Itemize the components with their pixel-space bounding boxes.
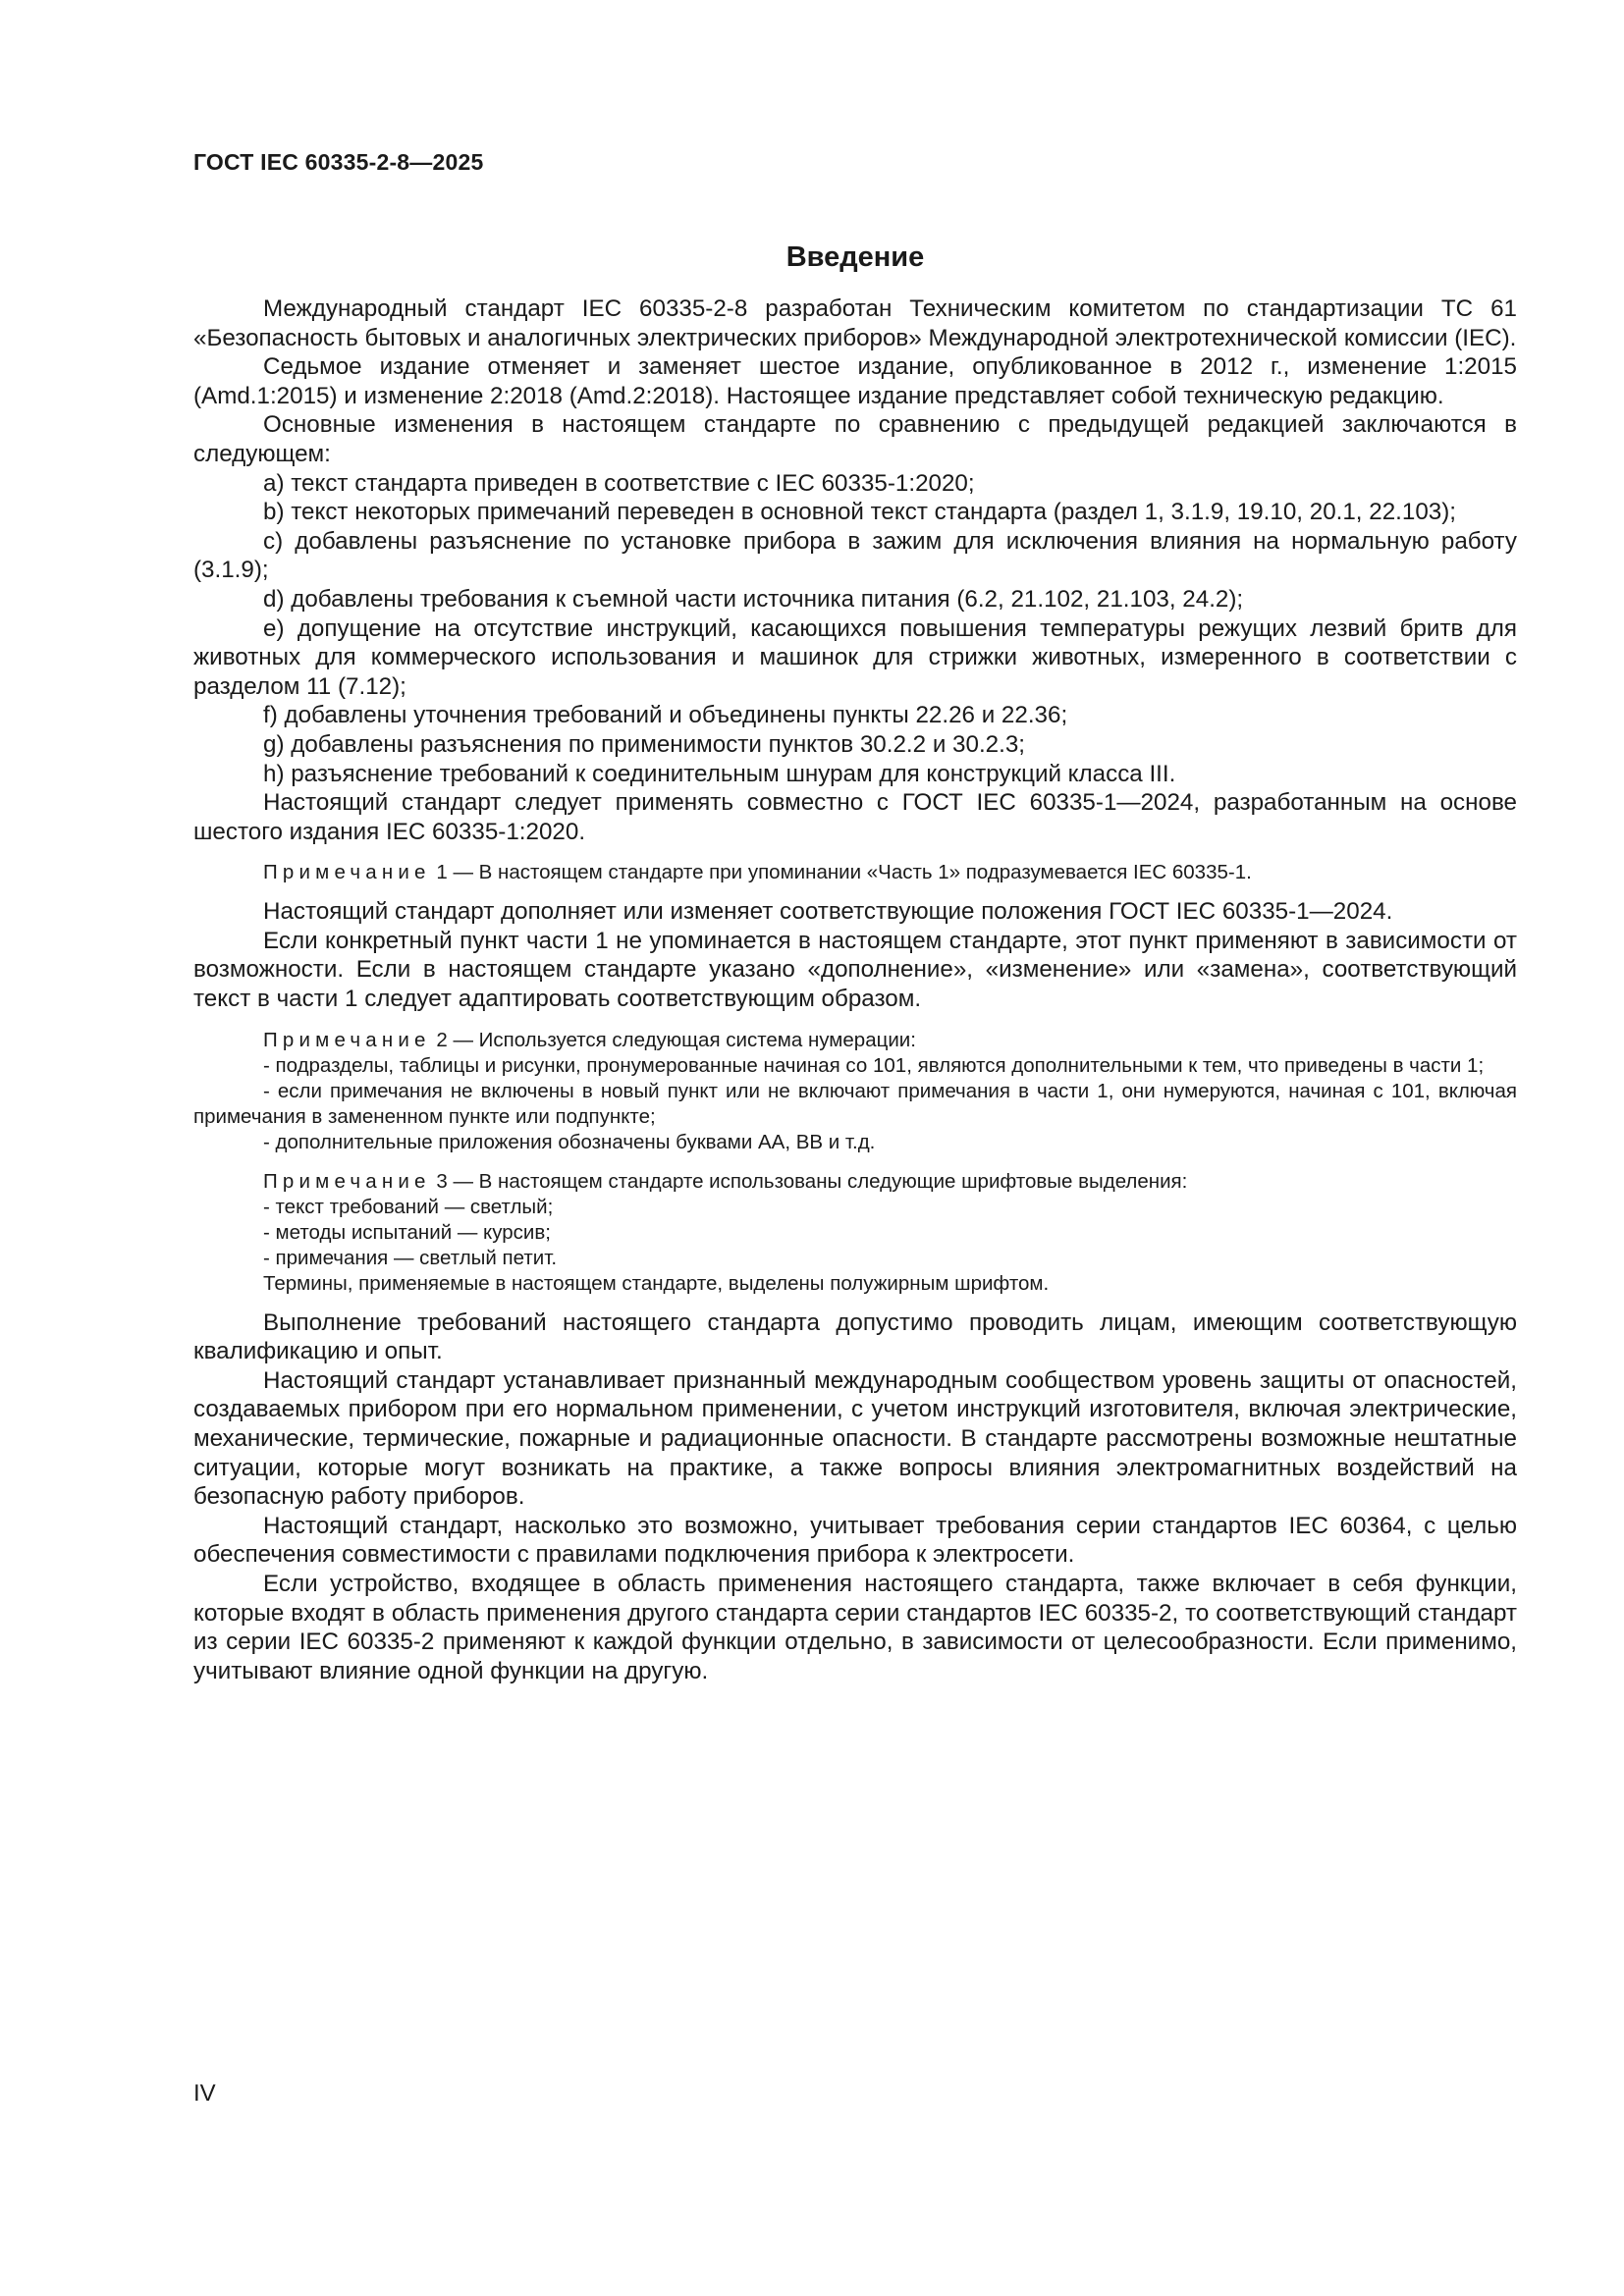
note-list-item: - дополнительные приложения обозначены буквами AA, BB и т.д. bbox=[263, 1130, 876, 1153]
page-number: IV bbox=[193, 2080, 216, 2107]
paragraph: Если конкретный пункт части 1 не упоминается в настоящем стандарте, этот пункт применяют в зависимости от возможности. Если в настоящем стандарте указано «дополнение», «изменение» или «замена», соответствующий текст в части 1 следует адаптировать соответствующим образом. bbox=[193, 927, 1517, 1013]
paragraph: Международный стандарт IEC 60335-2-8 разработан Техническим комитетом по стандартизации TC 61 «Безопасность бытовых и аналогичных электрических приборов» Международной электротехнической комиссии (IEC). bbox=[193, 295, 1517, 351]
intro-paragraphs-part3 bbox=[193, 1308, 1517, 1686]
list-item-d: d) добавлены требования к съемной части источника питания (6.2, 21.102, 21.103, 24.2); bbox=[263, 585, 1244, 613]
list-item-e: e) допущение на отсутствие инструкций, касающихся повышения температуры режущих лезвий бритв для животных для коммерческого использования и машинок для стрижки животных, измеренного в соответствии с разделом 11 (7.12); bbox=[193, 614, 1517, 700]
note-2 bbox=[193, 1028, 1517, 1155]
paragraph: Настоящий стандарт следует применять совместно с ГОСТ IEC 60335-1—2024, разработанным на основе шестого издания IEC 60335-1:2020. bbox=[193, 789, 1517, 845]
note-list-item: Термины, применяемые в настоящем стандарте, выделены полужирным шрифтом. bbox=[263, 1271, 1050, 1295]
note-label: Примечание bbox=[263, 1028, 431, 1051]
note-body: 2 — Используется следующая система нумерации: bbox=[430, 1028, 916, 1051]
note-list-item: - методы испытаний — курсив; bbox=[263, 1220, 551, 1244]
list-item-f: f) добавлены уточнения требований и объединены пункты 22.26 и 22.36; bbox=[263, 702, 1068, 729]
paragraph: Седьмое издание отменяет и заменяет шестое издание, опубликованное в 2012 г., изменение 1:2015 (Amd.1:2015) и изменение 2:2018 (Amd.2:2018). Настоящее издание представляет собой техническую редакцию. bbox=[193, 353, 1517, 409]
list-item-b: b) текст некоторых примечаний переведен в основной текст стандарта (раздел 1, 3.1.9, 19.10, 20.1, 22.103); bbox=[263, 499, 1457, 526]
intro-paragraphs-part1 bbox=[193, 294, 1517, 846]
document-code-header: ГОСТ IEC 60335-2-8—2025 bbox=[193, 149, 484, 175]
list-item-a: a) текст стандарта приведен в соответствие с IEC 60335-1:2020; bbox=[263, 469, 975, 497]
section-title: Введение bbox=[785, 241, 925, 273]
paragraph: Выполнение требований настоящего стандарта допустимо проводить лицам, имеющим соответствующую квалификацию и опыт. bbox=[193, 1308, 1517, 1365]
note-list-item: - текст требований — светлый; bbox=[263, 1195, 554, 1218]
note-3 bbox=[193, 1169, 1517, 1297]
document-page bbox=[193, 147, 1517, 1685]
note-text bbox=[193, 1028, 1517, 1053]
list-item-h: h) разъяснение требований к соединительным шнурам для конструкций класса III. bbox=[263, 760, 1176, 787]
note-body: 1 — В настоящем стандарте при упоминании «Часть 1» подразумевается IEC 60335-1. bbox=[430, 861, 1252, 884]
note-list-item: - если примечания не включены в новый пункт или не включают примечания в части 1, они нумеруются, начиная с 101, включая примечания в замененном пункте или подпункте; bbox=[193, 1079, 1517, 1128]
list-item-c: c) добавлены разъяснение по установке прибора в зажим для исключения влияния на нормальную работу (3.1.9); bbox=[193, 527, 1517, 584]
note-1 bbox=[193, 860, 1517, 885]
paragraph: Настоящий стандарт дополняет или изменяет соответствующие положения ГОСТ IEC 60335-1—2024. bbox=[263, 898, 1393, 926]
note-text bbox=[193, 1169, 1517, 1195]
note-list-item: - подразделы, таблицы и рисунки, пронумерованные начиная со 101, являются дополнительными к тем, что приведены в части 1; bbox=[263, 1053, 1485, 1077]
note-text bbox=[193, 860, 1517, 885]
paragraph: Основные изменения в настоящем стандарте по сравнению с предыдущей редакцией заключаются в следующем: bbox=[193, 411, 1517, 467]
note-label: Примечание bbox=[263, 1169, 431, 1193]
paragraph: Настоящий стандарт устанавливает признанный международным сообществом уровень защиты от опасностей, создаваемых прибором при его нормальном применении, с учетом инструкций изготовителя, включая электрические, механические, термические, пожарные и радиационные опасности. В стандарте рассмотрены возможные нештатные ситуации, которые могут возникать на практике, а также вопросы влияния электромагнитных воздействий на безопасную работу приборов. bbox=[193, 1366, 1517, 1511]
note-list-item: - примечания — светлый петит. bbox=[263, 1246, 558, 1269]
note-body: 3 — В настоящем стандарте использованы следующие шрифтовые выделения: bbox=[430, 1169, 1188, 1193]
list-item-g: g) добавлены разъяснения по применимости пунктов 30.2.2 и 30.2.3; bbox=[263, 730, 1026, 758]
note-label: Примечание bbox=[263, 861, 431, 884]
paragraph: Настоящий стандарт, насколько это возможно, учитывает требования серии стандартов IEC 60364, с целью обеспечения совместимости с правилами подключения прибора к электросети. bbox=[193, 1512, 1517, 1569]
paragraph: Если устройство, входящее в область применения настоящего стандарта, также включает в себя функции, которые входят в область применения другого стандарта серии стандартов IEC 60335-2, то соответствующий стандарт из серии IEC 60335-2 применяют к каждой функции отдельно, в зависимости от целесообразности. Если применимо, учитывают влияние одной функции на другую. bbox=[193, 1571, 1517, 1684]
intro-paragraphs-part2 bbox=[193, 897, 1517, 1013]
